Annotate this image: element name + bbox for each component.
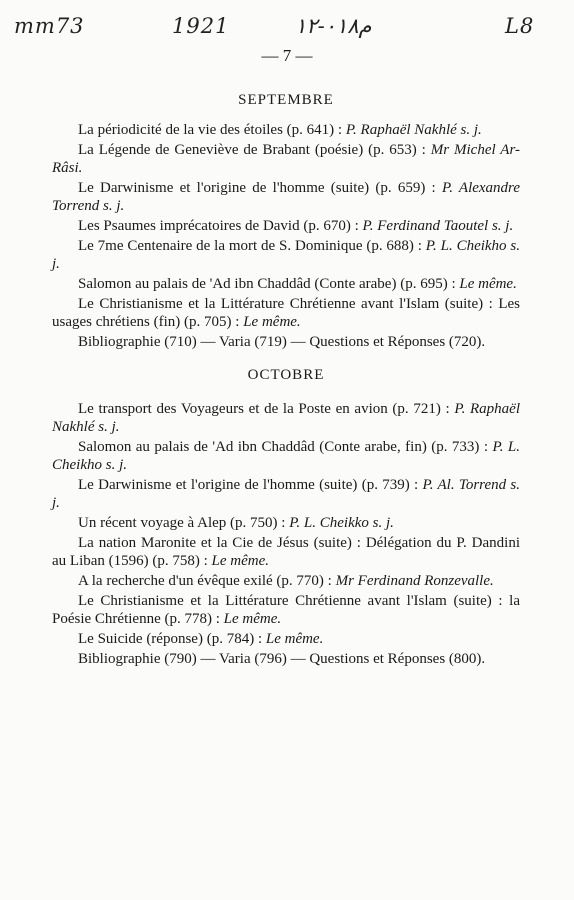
entry-text: Les Psaumes imprécatoires de David (p. 670) : <box>78 218 363 234</box>
entry-text: La nation Maronite et la Cie de Jésus (suite) : Délégation du P. Dandini au Liban (1596) (p. 758) : <box>52 535 520 569</box>
entry-text: Le Darwinisme et l'origine de l'homme (suite) (p. 739) : <box>78 477 423 493</box>
toc-entry <box>52 400 520 436</box>
entry-author: P. L. Cheikko s. j. <box>289 515 394 531</box>
toc-entry <box>52 179 520 215</box>
entry-author: Le même. <box>243 314 301 330</box>
entry-author: Le même. <box>211 553 270 569</box>
toc-entry <box>52 572 520 590</box>
entry-text: Un récent voyage à Alep (p. 750) : <box>78 515 290 531</box>
handwritten-note-2: 1921 <box>172 14 230 38</box>
toc-entry <box>52 295 520 331</box>
page-number: — 7 — <box>261 46 313 65</box>
toc-entry <box>52 438 520 474</box>
toc-entry <box>52 592 520 628</box>
entry-author: Le même. <box>223 611 282 627</box>
toc-entry <box>52 650 520 668</box>
entry-author: Mr Michel Ar-Râsi. <box>52 142 520 176</box>
entry-text: La périodicité de la vie des étoiles (p. 641) : <box>78 122 346 138</box>
section-title-septembre: SEPTEMBRE <box>238 92 334 108</box>
table-of-contents <box>52 84 520 670</box>
handwritten-note-1: mm73 <box>14 14 85 38</box>
toc-entry <box>52 333 520 351</box>
section-title-octobre: OCTOBRE <box>247 367 325 383</box>
entry-author: P. L. Cheikho s. j. <box>52 238 520 272</box>
handwritten-note-3: م٠١٨-١٢ <box>295 14 372 38</box>
entry-text: Bibliographie (790) — Varia (796) — Questions et Réponses (800). <box>78 651 486 667</box>
toc-entry <box>52 514 520 532</box>
entry-author: P. Raphaël Nakhlé s. j. <box>52 401 520 435</box>
entry-text: A la recherche d'un évêque exilé (p. 770) : <box>78 573 336 589</box>
toc-entry <box>52 630 520 648</box>
toc-entry <box>52 534 520 570</box>
entry-text: Le 7me Centenaire de la mort de S. Dominique (p. 688) : <box>78 238 426 254</box>
entry-text: Le transport des Voyageurs et de la Poste en avion (p. 721) : <box>78 401 455 417</box>
entry-author: Le même. <box>459 276 517 292</box>
entry-author: P. Alexandre Torrend s. j. <box>52 180 520 214</box>
entry-author: Mr Ferdinand Ronzevalle. <box>335 573 494 589</box>
entry-author: P. Ferdinand Taoutel s. j. <box>362 218 514 234</box>
entry-text: Le Christianisme et la Littérature Chrétienne avant l'Islam (suite) : la Poésie Chrétienne (p. 778) : <box>52 593 520 627</box>
entry-text: Le Suicide (réponse) (p. 784) : <box>78 631 266 647</box>
entry-text: Salomon au palais de 'Ad ibn Chaddâd (Conte arabe) (p. 695) : <box>78 276 460 292</box>
toc-entry <box>52 141 520 177</box>
entry-text: Le Christianisme et la Littérature Chrétienne avant l'Islam (suite) : Les usages chrétiens (fin) (p. 705) : <box>52 296 520 330</box>
entry-author: P. Raphaël Nakhlé s. j. <box>345 122 482 138</box>
toc-entry <box>52 121 520 139</box>
entry-text: Le Darwinisme et l'origine de l'homme (suite) (p. 659) : <box>78 180 442 196</box>
toc-entry <box>52 275 520 293</box>
entry-text: Bibliographie (710) — Varia (719) — Questions et Réponses (720). <box>78 334 486 350</box>
entry-text: La Légende de Geneviève de Brabant (poésie) (p. 653) : <box>78 142 431 158</box>
entry-text: Salomon au palais de 'Ad ibn Chaddâd (Conte arabe, fin) (p. 733) : <box>78 439 493 455</box>
toc-entry <box>52 237 520 273</box>
handwritten-note-4: L8 <box>505 14 535 38</box>
toc-entry <box>52 217 520 235</box>
toc-entry <box>52 476 520 512</box>
entry-author: Le même. <box>265 631 324 647</box>
entry-author: P. L. Cheikho s. j. <box>52 439 520 473</box>
entry-author: P. Al. Torrend s. j. <box>52 477 520 511</box>
